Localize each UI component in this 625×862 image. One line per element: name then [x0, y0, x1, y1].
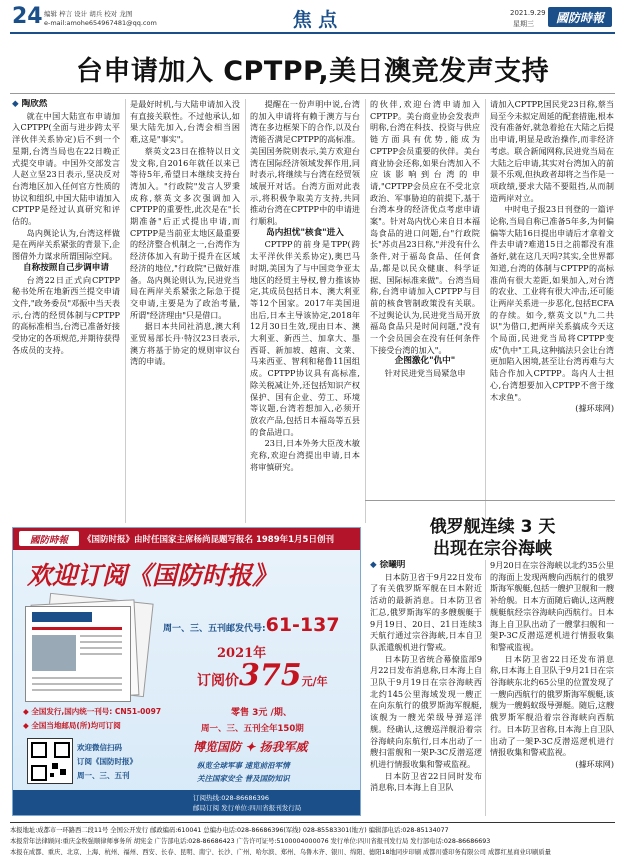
article1-col2	[130, 99, 240, 523]
column-divider	[245, 99, 246, 523]
paragraph: 就在中国大陆宣布申请加入CPTPP(全面与进步跨太平洋伙伴关系协定)后不到一个星期,台湾当局也在22日晚正式提交申请。中国外交部发言人赵立坚23日表示,坚决反对台湾地区加入任何官方性质的协议和组织,中国大陆申请加入CPTPP是经过认真研究和评估的。	[12, 110, 120, 227]
ad-banner	[13, 528, 360, 550]
ad-footer-1: 订阅热线:028-86686396	[193, 794, 270, 802]
article1-col1	[12, 99, 120, 523]
issue-date: 2021.9.29	[510, 9, 546, 17]
column-divider	[485, 99, 486, 523]
diamond-icon: ◆	[370, 560, 380, 570]
paragraph: 中时电子报23日刊登的一篇评论称,当局自称已准备5年多,为何偏偏等大陆16日提出申请后才拿着文件去申请?难道15日之前都没有准备好,就在这几天吗?其实,全世界都知道,台湾的体制与CPTPP的高标准尚有很大差距,如果加入,对台湾的农业、工业将有很大冲击,还可能让两岸关系进一步恶化,包括ECFA的存续。如今,蔡英文以"九二共识"为借口,把两岸关系搞成今天这个局面,民进党当局将CPTPP变成"仇中"工具,这种搞法只会让台湾更加陷入困境,甚至让台湾再难与大陆合作加入CPTPP。岛内人士担心,台湾想要加入CPTPP不啻于缘木求鱼"。	[490, 204, 614, 402]
article1-col5	[490, 99, 614, 523]
ad-price: 375	[239, 658, 302, 693]
ad-slogan-1: 博览国防	[193, 740, 242, 754]
star-icon: ✦	[241, 740, 260, 754]
ad-bullet-1: ◆ 全国发行,国内统一刊号: CN51-0097	[23, 707, 162, 716]
page-number: 24	[12, 4, 43, 29]
issue-weekday: 星期三	[513, 20, 534, 28]
footer-line-2: 本报常年法律顾问:重庆金牧强顺律师事务所 胡宪金 广告部电话:028-86686423 广告许可证号:5100004000076 发行单位:四川省报刊发行局 发行部电话:028-86686693	[10, 838, 491, 845]
masthead-logo	[548, 7, 612, 27]
article2-title-line1: 俄罗舰连续 3 天	[429, 517, 556, 537]
ad-year-label: 2021年	[217, 646, 267, 661]
ad-qr-label-1: 欢迎微信扫码	[77, 743, 122, 752]
ad-footer-bar	[13, 790, 360, 815]
ad-slogan-3: 纵览全球军事 速览前沿军情	[197, 761, 290, 770]
ad-qr-label-2: 订阅《国防时报》	[77, 757, 137, 766]
ad-slogan-2: 扬我军威	[259, 740, 308, 754]
bullet-icon: ◆	[23, 707, 32, 716]
ad-qr-code[interactable]	[27, 738, 73, 784]
ad-slogan-row	[193, 738, 353, 755]
paragraph: 台湾22日正式向CPTPP秘书处所在地新西兰提交申请文件,"政务委员"邓振中当天表示,台湾的经贸体制与CPTPP的高标准相当,台湾已准备好接受协定的各项规范,并期待获得各成员的支持。	[12, 274, 120, 355]
ad-slogan-4: 关注国家安全 普及国防知识	[197, 774, 290, 783]
ad-banner-logo-text: 國防時報	[29, 535, 68, 546]
paragraph: 日本防卫省22日还发布消息称,日本海上自卫队于9月21日在宗谷海峡东北约65公里的位置发现了一艘向西航行的俄罗斯海军舰艇,该舰为一艘蚂蚁级导弹艇。随后,这艘俄罗斯军舰沿着宗谷海峡向西航行。日本防卫省称,日本海上自卫队出动了一架P-3C反潜巡逻机进行情报收集和警戒监视。	[490, 653, 614, 758]
subscription-ad	[12, 527, 361, 816]
paragraph: 提醒在一份声明中说,台湾的加入申请将有赖于澳方与台湾在多边框架下的合作,以及台湾能否满足CPTPP的高标准。美国国务院则表示,美方欢迎台湾在国际经济领域发挥作用,同时表示,将继续与台湾在经贸领域展开对话。台湾方面对此表示,将积极争取美方支持,共同推动台湾在CPTPP中的申请进行顺利。	[250, 99, 360, 227]
article1-col3	[250, 99, 360, 523]
article2-col2	[490, 560, 614, 816]
paragraph: CPTPP的前身是TPP(跨太平洋伙伴关系协定),奥巴马时期,美国为了与中国竞争亚太地区的经贸主导权,曾力推该协定,其成员包括日本、澳大利亚等12个国家。2017年美国退出后,日本主导该协定,2018年12月30日生效,现由日本、澳大利亚、新西兰、加拿大、墨西哥、新加坡、越南、文莱、马来西亚、智利和秘鲁11国组成。CPTPP协议具有高标准,除关税减让外,还包括知识产权保护、国有企业、劳工、环境等议题,台湾若想加入,必须开放农产品,包括日本福岛等五县的食品进口。	[250, 239, 360, 437]
ad-headline-text: 欢迎订阅	[27, 561, 128, 590]
paragraph: 日本防卫省于9月22日发布了有关俄罗斯军舰在日本附近活动的最新消息。日本防卫省汇总,俄罗斯海军的多艘舰艇于9月19日、20日、21日连续3天航行通过宗谷海峡,日本自卫队派遣舰机进行警戒。	[370, 571, 482, 652]
paragraph: 岛内舆论认为,台湾这样做是在两岸关系紧张的背景下,企图借外力谋求所谓国际空间。	[12, 227, 120, 262]
article2-credit: (據环球网)	[575, 758, 614, 769]
ad-price-row	[197, 658, 357, 693]
article2-title-line2: 出现在宗谷海峡	[433, 539, 552, 559]
paragraph: 蔡英文23日在推特以日文发文称,自2016年就任以来已等待5年,希望日本继续支持台湾加入。"行政院"发言人罗秉成称,蔡英文多次强调加入CPTPP的重要性,此次是在"长期准备"后正式提出申请,而CPTPP是当前亚太地区最重要的经济整合机制之一,台湾作为经济体加入有助于提升在区域经济的地位,"行政院"已做好准备。岛内舆论则认为,民进党当局在两岸关系紧张之际急于提交申请,主要是为了政治考量,所谓"经济理由"只是借口。	[130, 145, 240, 320]
section-divider	[365, 500, 615, 501]
headline-rule	[10, 93, 615, 94]
page-header	[0, 0, 625, 42]
footer-line-1: 本报地址:成都市一环路西二段11号 全国公开发行 邮政编码:610041 总编办电话:028-86686396(军线) 028-85583301(地方) 编辑部电话:028-85134077	[10, 827, 449, 834]
ad-qr-label-3: 周一、三、五刊	[77, 771, 130, 780]
paragraph: 9月20日在宗谷海峡以北约35公里的海面上发现两艘向西航行的俄罗斯海军舰艇,包括一艘护卫舰和一艘补给舰。日本方面随后确认,这两艘舰艇航经宗谷海峡向西航行。日本海上自卫队出动了一艘掌扫舰和一架P-3C反潜巡逻机进行情报收集和警戒监视。	[490, 560, 614, 652]
paragraph: 日本防卫省统合幕僚监部9月22日发布消息称,日本海上自卫队于9月19日在宗谷海峡西北约145公里海域发现一艘正在向东航行的俄罗斯海军舰艇,该舰为一艘光荣级导弹巡洋舰。经确认,这艘巡洋舰沿着宗谷海峡向东航行,日本出动了一艘扫雷舰和一架P-3C反潜巡逻机进行情报收集和警戒监视。	[370, 653, 482, 769]
paragraph: 日本防卫省22日同时发布消息称,日本海上自卫队	[370, 770, 482, 793]
ad-price-label: 订阅价	[197, 673, 239, 689]
newspaper-illustration	[23, 598, 151, 700]
ad-headline-title: 《国防时报》	[127, 561, 278, 590]
masthead-text: 國防時報	[555, 11, 604, 25]
article1-credit: (據环球网)	[575, 403, 614, 414]
subheading: 自称按照自己步调申请	[23, 262, 109, 273]
column-divider	[485, 560, 486, 816]
header-rule	[10, 32, 615, 34]
column-divider	[125, 99, 126, 523]
ad-retail: 零售 3元 /期、	[231, 708, 292, 718]
main-headline: 台申请加入 CPTPP,美日澳竞发声支持	[75, 56, 550, 87]
article1-col4	[370, 99, 480, 499]
ad-banner-logo	[19, 531, 79, 546]
bullet-icon: ◆	[23, 721, 32, 730]
ad-footer-2: 邮局订阅 发行单位:四川省报刊发行局	[193, 804, 302, 812]
paragraph: 是最好时机,与大陆申请加入没有直接关联性。不过他承认,如果大陆先加入,台湾会相当困难,这是"事实"。	[130, 99, 240, 145]
diamond-icon: ◆	[12, 99, 22, 109]
ad-bullet-2: ◆ 全国当地邮局(所)均可订阅	[23, 721, 121, 730]
section-title: 焦 点	[292, 9, 338, 31]
article1-byline: ◆ 陶欣然	[12, 99, 48, 109]
article2-byline: ◆ 徐曦明	[370, 560, 406, 570]
column-divider	[365, 99, 366, 523]
article2-col1	[370, 560, 482, 816]
ad-issue-label: 周一、三、五刊邮发代号:	[163, 624, 266, 634]
paragraph: 请加入CPTPP,国民党23日称,蔡当局至今未拟定周延的配套措施,根本没有准备好,就急着抢在大陆之后提出申请,明显是政治操作,而非经济考虑。联合新闻网称,民进党当局在大陆之后申请,其实对台湾加入的前景不乐观,但执政者却将之当作是一项政绩,要求大陆不要阻挡,从而制造两岸对立。	[490, 99, 614, 203]
ad-weekly: 周一、三、五刊全年150期	[201, 724, 304, 734]
paragraph: 针对民进党当局紧急申	[384, 368, 466, 379]
paragraph: 23日,日本外务大臣茂木敏充称,欢迎台湾提出申请,日本将审慎研究。	[250, 438, 360, 472]
ad-price-unit: 元/年	[301, 675, 328, 688]
footer-rule	[10, 822, 615, 823]
paragraph: 的伙伴,欢迎台湾申请加入CPTPP。美台商业协会发表声明称,台湾在科技、投资与供应链方面具有优势,能成为CPTPP会员重要的伙伴。美台商业协会还称,如果台湾加入不应该影响到台湾的申请,"CPTPP会员应在不受北京政治、军事胁迫的前提下,基于台湾本身的经济优点考虑申请案"。针对岛内忧心来自日本福岛食品的进口问题,台"行政院长"苏贞昌23日称,"并没有什么条件,对于福岛食品、任何食品,都是以民众健康、科学证据、国际标准来做"。台湾当局称,台湾申请加入CPTPP与目前的核食管制政策没有关联。不过舆论认为,民进党当局开放福岛食品只是时间问题,"没有一个会员国会在没有任何条件下接受台湾的加入"。	[370, 99, 480, 355]
subheading: 岛内担忧"核食"进入	[266, 227, 344, 238]
ad-issue-code: 61-137	[265, 614, 340, 636]
ad-banner-text: 《国防时报》由时任国家主席杨尚昆题写报名 1989年1月5日创刊	[83, 535, 334, 545]
email: e-mail:amohe654967481@qq.com	[44, 19, 157, 27]
ad-issue-line	[163, 614, 358, 636]
editor-line: 编辑 梓言 设计 胡兵 校对 龙图	[44, 10, 133, 18]
paragraph: 据日本共同社消息,澳大利亚贸易部长丹·特汉23日表示,澳方将基于协定的规则审议台湾的申请。	[130, 321, 240, 367]
subheading: 企图激化"仇中"	[394, 356, 456, 367]
footer-line-3: 本报在成都、重庆、北京、上海、杭州、福州、西安、长春、昆明、南宁、长沙、广州、哈尔滨、郑州、乌鲁木齐、银川、绵阳、德阳18地同步印刷 成都川盛印务有限公司 成都红星商业印刷质量	[10, 849, 551, 856]
ad-headline	[27, 556, 357, 592]
